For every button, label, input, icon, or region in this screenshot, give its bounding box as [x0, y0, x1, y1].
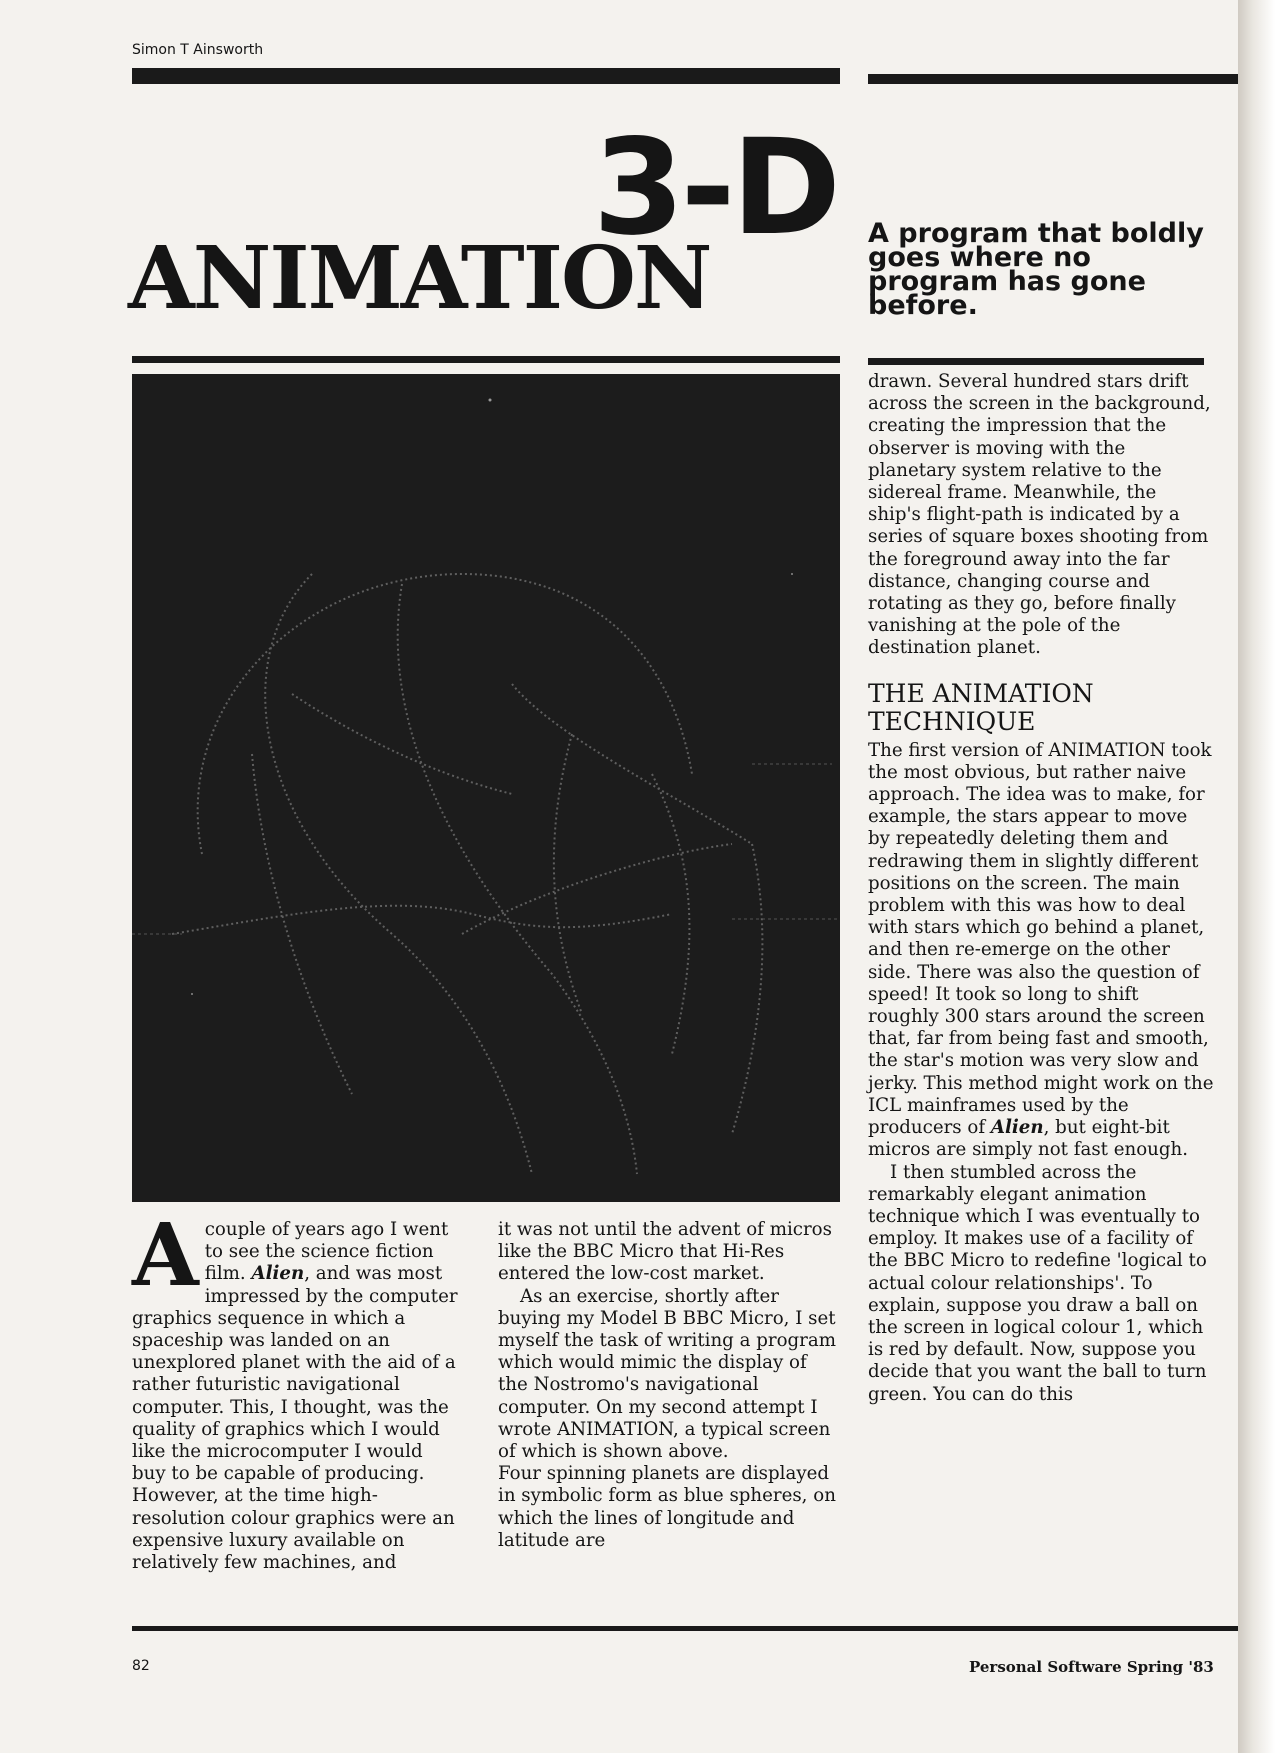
article-column-2: [498, 1219, 840, 1552]
film-title-alien-2: Alien: [990, 1117, 1044, 1139]
section-heading: THE ANIMATION TECHNIQUE: [868, 678, 1094, 736]
animation-screenshot: [132, 374, 840, 1202]
page-edge: [1238, 0, 1275, 1753]
col3-paragraph-2b: , but eight-bit micros are simply not fast enough.: [868, 1117, 1189, 1161]
top-rule-left: [132, 68, 840, 84]
col2-paragraph-3: Four spinning planets are displayed in symbolic form as blue spheres, on which the lines of longitude and latitude are: [498, 1463, 836, 1551]
author-byline: Simon T Ainsworth: [132, 42, 264, 58]
top-rule-right: [868, 74, 1238, 84]
title-rule-right: [868, 358, 1204, 365]
col1-text-b: , and was most impressed by the computer graphics sequence in which a spaceship was landed on an unexplored planet with the aid of a rather futuristic navigational computer. This, I thought, was the quality of graphics which I would like the microcomputer I would buy to be capable of producing. However, at the time high-resolution colour graphics were an expensive luxury available on relatively few machines, and: [132, 1263, 458, 1574]
title-rule-left: [132, 356, 840, 363]
publication-name: Personal Software Spring '83: [969, 1658, 1214, 1676]
col2-paragraph-1: it was not until the advent of micros like the BBC Micro that Hi-Res entered the low-cost market.: [498, 1219, 832, 1285]
wireframe-planet-graphic: [132, 374, 840, 1202]
article-column-3: [868, 371, 1214, 1406]
col1-text-a: couple of years ago I went to see the science fiction film.: [204, 1219, 449, 1285]
col3-paragraph-1: drawn. Several hundred stars drift across the screen in the background, creating the impression that the observer is moving with the planetary system relative to the sidereal frame. Meanwhile, the ship's flight-path is indicated by a series of square boxes shooting from the foreground away into the far distance, changing course and rotating as they go, before finally vanishing at the pole of the destination planet.: [868, 371, 1211, 659]
col2-paragraph-2: As an exercise, shortly after buying my Model B BBC Micro, I set myself the task of writing a program which would mimic the display of the Nostromo's navigational computer. On my second attempt I wrote ANIMATION, a typical screen of which is shown above.: [498, 1285, 836, 1463]
subtitle: A program that boldly goes where no program has gone before.: [868, 218, 1204, 321]
bottom-rule: [132, 1626, 1238, 1631]
title-line-animation: ANIMATION: [128, 228, 711, 329]
col3-paragraph-2a: The first version of ANIMATION took the most obvious, but rather naive approach. The idea was to make, for example, the stars appear to move by repeatedly deleting them and redrawing them in slightly different positions on the screen. The main problem with this was how to deal with stars which go behind a planet, and then re-emerge on the other side. There was also the question of speed! It took so long to shift roughly 300 stars around the screen that, far from being fast and smooth, the star's motion was very slow and jerky. This method might work on the ICL mainframes used by the producers of: [868, 739, 1214, 1139]
col3-paragraph-3: I then stumbled across the remarkably elegant animation technique which I was eventually to employ. It makes use of a facility of the BBC Micro to redefine 'logical to actual colour relationships'. To explain, suppose you draw a ball on the screen in logical colour 1, which is red by default. Now, suppose you decide that you want the ball to turn green. You can do this: [868, 1161, 1207, 1405]
page-number: 82: [132, 1658, 150, 1674]
drop-cap: A: [132, 1205, 199, 1306]
film-title-alien: Alien: [251, 1263, 305, 1285]
title-line-3d: 3-D: [592, 111, 837, 265]
article-column-1: [132, 1205, 458, 1574]
